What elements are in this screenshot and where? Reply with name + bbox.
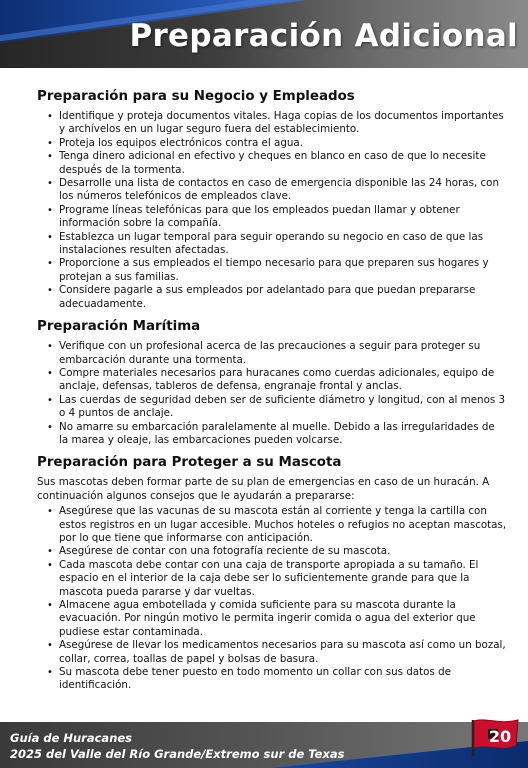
bullet-list: [37, 340, 507, 447]
list-item: • No amarre su embarcación paralelamente al muelle. Debido a las irregularidades de la marea y oleaje, las embarcaciones pueden volcarse.: [59, 421, 507, 448]
list-item: • Almacene agua embotellada y comida suficiente para su mascota durante la evacuación. Por ningún motivo le permita ingerir comida o agua del exterior que pudiese estar contaminada.: [59, 599, 507, 639]
list-item: • Establezca un lugar temporal para seguir operando su negocio en caso de que las instalaciones resulten afectadas.: [59, 231, 507, 258]
section-heading: Preparación para su Negocio y Empleados: [37, 89, 355, 104]
bullet-list: [37, 110, 507, 311]
list-item: • Identifique y proteja documentos vitales. Haga copias de los documentos importantes y archívelos en un lugar seguro fuera del establecimiento.: [59, 110, 507, 137]
list-item: • Asegúrese de contar con una fotografía reciente de su mascota.: [59, 545, 507, 558]
section-heading: Preparación Marítima: [37, 319, 201, 335]
section-maritime: [37, 318, 507, 447]
section-business: [37, 88, 507, 311]
list-item: • Las cuerdas de seguridad deben ser de suficiente diámetro y longitud, con al menos 3 o 4 puntos de anclaje.: [59, 394, 507, 421]
footer-text: [10, 730, 344, 762]
list-item: • Asegúrese de llevar los medicamentos necesarios para su mascota así como un bozal, collar, correa, toallas de papel y bolsas de basura.: [59, 639, 507, 666]
list-item: • Proteja los equipos electrónicos contra el agua.: [59, 137, 507, 150]
bullet-list: [37, 505, 507, 693]
footer-subtitle: 2025 del Valle del Río Grande/Extremo sur de Texas: [10, 747, 345, 761]
section-pets: [37, 454, 507, 693]
list-item: • Verifique con un profesional acerca de las precauciones a seguir para proteger su embarcación durante una tormenta.: [59, 340, 507, 367]
list-item: • Cada mascota debe contar con una caja de transporte apropiada a su tamaño. El espacio en el interior de la caja debe ser lo suficientemente grande para que la mascota pueda pararse y dar vueltas.: [59, 559, 507, 599]
list-item: • Asegúrese que las vacunas de su mascota están al corriente y tenga la cartilla con estos registros en un lugar accesible. Muchos hoteles o refugios no aceptan mascotas, por lo que tiene que informarse con anticipación.: [59, 505, 507, 545]
list-item: • Proporcione a sus empleados el tiempo necesario para que preparen sus hogares y protejan a sus familias.: [59, 257, 507, 284]
list-item: • Su mascota debe tener puesto en todo momento un collar con sus datos de identificación.: [59, 666, 507, 693]
page-number: 20: [488, 727, 512, 746]
list-item: • Considere pagarle a sus empleados por adelantado para que puedan prepararse adecuadamente.: [59, 284, 507, 311]
page-footer: [0, 722, 528, 768]
page-title: Preparación Adicional: [129, 18, 518, 54]
list-item: • Desarrolle una lista de contactos en caso de emergencia disponible las 24 horas, con los números telefónicos de empleados clave.: [59, 177, 507, 204]
page-header: [0, 0, 528, 68]
section-intro: Sus mascotas deben formar parte de su plan de emergencias en caso de un huracán. A continuación algunos consejos que le ayudarán a prepararse:: [37, 476, 490, 502]
footer-title: Guía de Huracanes: [10, 731, 133, 745]
list-item: • Compre materiales necesarios para huracanes como cuerdas adicionales, equipo de anclaje, defensas, tableros de defensa, engranaje frontal y anclas.: [59, 367, 507, 394]
page-content: [37, 88, 507, 693]
list-item: • Tenga dinero adicional en efectivo y cheques en blanco en caso de que lo necesite después de la tormenta.: [59, 150, 507, 177]
section-heading: Preparación para Proteger a su Mascota: [37, 455, 342, 471]
list-item: • Programe líneas telefónicas para que los empleados puedan llamar y obtener información sobre la compañía.: [59, 204, 507, 231]
